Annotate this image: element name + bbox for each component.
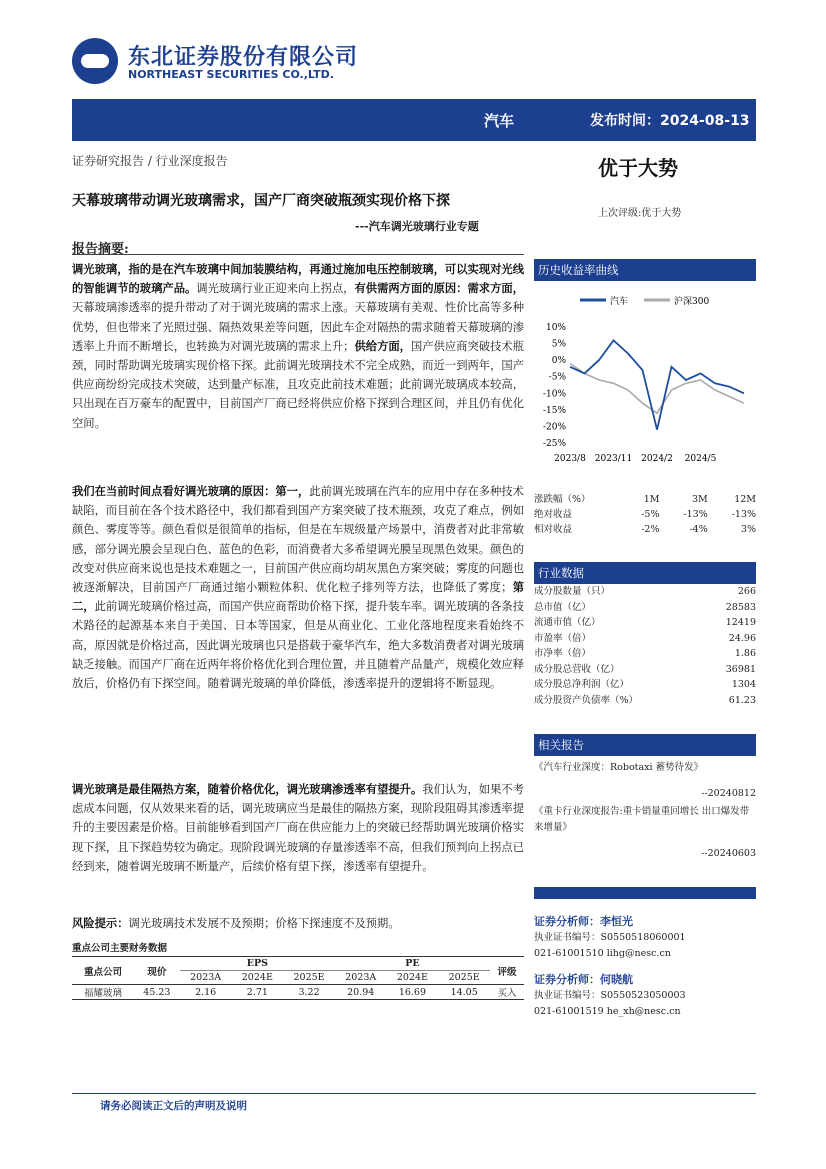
fin-val: 2.16 bbox=[195, 986, 217, 998]
fin-rating: 买入 bbox=[497, 988, 517, 999]
summary-divider bbox=[72, 254, 524, 255]
fin-year: 2023A bbox=[345, 972, 377, 983]
fin-val: 3.22 bbox=[298, 986, 320, 998]
para1-lead2: 有供需两方面的原因：需求方面， bbox=[354, 281, 524, 296]
last-rating: 上次评级:优于大势 bbox=[598, 208, 682, 219]
fin-val: 16.69 bbox=[398, 986, 427, 998]
y-tick-label: 0% bbox=[551, 356, 566, 367]
y-tick-label: 10% bbox=[545, 323, 566, 333]
perf-row bbox=[534, 522, 756, 537]
analyst-bar bbox=[534, 887, 756, 899]
fin-val: 14.05 bbox=[450, 986, 478, 998]
perf-h: 12M bbox=[734, 494, 757, 505]
para3-lead: 调光玻璃是最佳隔热方案，随着价格优化，调光玻璃渗透率有望提升。 bbox=[72, 782, 423, 796]
market-row bbox=[534, 662, 756, 678]
company-logo-icon bbox=[72, 38, 118, 84]
footer-disclaimer: 请务必阅读正文后的声明及说明 bbox=[100, 1100, 247, 1112]
y-tick-label: -25% bbox=[542, 439, 566, 449]
legend-hs300: 沪深300 bbox=[674, 297, 710, 307]
market-row bbox=[534, 584, 756, 600]
market-value: 1304 bbox=[731, 679, 756, 690]
related-title[interactable]: 《重卡行业深度报告:重卡销量重回增长 出口爆发带来增量》 bbox=[534, 806, 750, 833]
market-value: 61.23 bbox=[728, 694, 756, 706]
para2-lead2: 第二， bbox=[72, 580, 524, 614]
company-name-en: NORTHEAST SECURITIES CO.,LTD. bbox=[128, 68, 334, 81]
y-tick-label: -20% bbox=[542, 422, 566, 433]
market-label: 成分股总净利润（亿） bbox=[534, 679, 630, 690]
market-value: 12419 bbox=[725, 617, 756, 628]
paragraph-risk bbox=[72, 914, 524, 933]
fin-price: 45.23 bbox=[143, 986, 171, 998]
market-value: 28583 bbox=[725, 601, 756, 613]
risk-lead: 风险提示： bbox=[72, 916, 129, 930]
perf-cell: 相对收益 bbox=[534, 524, 573, 535]
perf-cell: -4% bbox=[689, 524, 708, 535]
market-label: 成分股数量（只） bbox=[534, 586, 611, 597]
report-subtitle: ---汽车调光玻璃行业专题 bbox=[355, 220, 479, 233]
para1-text: 调光玻璃行业正迎来向上拐点， bbox=[196, 282, 355, 296]
market-label: 成分股资产负债率（%） bbox=[534, 694, 639, 706]
legend-auto: 汽车 bbox=[610, 297, 629, 307]
perf-cell: -13% bbox=[683, 509, 708, 520]
fin-table-title: 重点公司主要财务数据 bbox=[72, 943, 168, 954]
summary-label: 报告摘要: bbox=[72, 242, 129, 257]
market-value: 1.86 bbox=[734, 648, 756, 659]
report-title: 天幕玻璃带动调光玻璃需求，国产厂商突破瓶颈实现价格下探 bbox=[72, 193, 450, 209]
fin-year: 2025E bbox=[293, 972, 325, 983]
paragraph-3 bbox=[72, 780, 524, 876]
analyst-cert: 执业证书编号：S0550518060001 bbox=[534, 932, 686, 943]
market-label: 市净率（倍） bbox=[534, 648, 592, 659]
para1-lead3: 供给方面， bbox=[354, 338, 411, 353]
analyst-name: 证券分析师：李恒光 bbox=[534, 915, 633, 928]
fin-h-eps: EPS bbox=[180, 957, 335, 971]
para1-lead: 调光玻璃，指的是在汽车玻璃中间加装膜结构，再通过施加电压控制玻璃，可以实现对光线的智能调节的玻璃产品。 bbox=[72, 262, 524, 296]
perf-h: 涨跌幅（%） bbox=[534, 494, 591, 505]
fin-h-pe: PE bbox=[335, 957, 490, 971]
fin-val: 20.94 bbox=[347, 986, 375, 998]
y-tick-label: -15% bbox=[542, 405, 566, 416]
perf-cell: -5% bbox=[641, 509, 660, 520]
market-label: 总市值（亿） bbox=[534, 601, 592, 613]
y-tick-label: -5% bbox=[548, 372, 566, 383]
market-row bbox=[534, 646, 756, 662]
market-row bbox=[534, 615, 756, 631]
related-reports bbox=[534, 760, 756, 862]
para1-text2: 天幕玻璃渗透率的提升带动了对于调光玻璃的需求上涨。天幕玻璃有美观、性价比高等多种优势，但也带来了光照过强、隔热效果差等问题，因此车企对隔热的需求随着天幕玻璃的渗透率上升而不断增长，也转换为对调光玻璃的需求上升； bbox=[72, 301, 524, 353]
fin-year: 2024E bbox=[241, 972, 273, 983]
market-row bbox=[534, 600, 756, 616]
para2-text: 此前调光玻璃在汽车的应用中存在多种技术缺陷，而目前在各个技术路径中，我们都看到国产方案突破了技术瓶颈，攻克了难点，例如颜色、雾度等等。颜色看似是很简单的指标，但是在车规级量产场景中，消费者对此非常敏感，部分调光膜会呈现白色、蓝色的色彩，而消费者大多希望调光膜呈现黑色效果。颜色的改变对供应商来说也是技术难题之一，目前国产供应商均胡灰黑色方案突破；雾度的问题也被逐渐解决，目前国产厂商通过缩小颗粒体积、优化粒子排列等方法，也降低了雾度； bbox=[72, 485, 524, 595]
paragraph-2 bbox=[72, 482, 524, 693]
perf-header-row bbox=[534, 492, 756, 507]
analyst-contact: 021-61001510 lihg@nesc.cn bbox=[534, 948, 671, 959]
market-label: 成分股总营收（亿） bbox=[534, 663, 620, 675]
perf-h: 1M bbox=[643, 494, 660, 505]
fin-h-rating: 评级 bbox=[497, 966, 517, 978]
perf-h: 3M bbox=[691, 494, 708, 505]
rating: 优于大势 bbox=[598, 156, 678, 180]
x-tick-label: 2023/11 bbox=[594, 454, 633, 464]
fin-company: 福耀玻璃 bbox=[83, 988, 122, 999]
market-value: 36981 bbox=[725, 663, 756, 675]
analyst-contact: 021-61001519 he_xh@nesc.cn bbox=[534, 1006, 681, 1017]
market-label: 市盈率（倍） bbox=[534, 632, 592, 644]
market-row bbox=[534, 693, 756, 709]
para3-text: 我们认为，如果不考虑成本问题，仅从效果来看的话，调光玻璃应当是最佳的隔热方案，现阶段阻碍其渗透率提升的主要因素是价格。目前能够看到国产厂商在供应能力上的突破已经帮助调光玻璃价格实现下探，且下探趋势较为确定。现阶段调光玻璃的存量渗透率不高，但我们预判向上拐点已经到来，随着调光玻璃不断量产，后续价格有望下探，渗透率有望提升。 bbox=[72, 783, 524, 873]
series-hs300-line bbox=[570, 364, 744, 414]
fin-table bbox=[72, 956, 524, 1000]
market-head: 行业数据 bbox=[534, 562, 756, 584]
analyst-1 bbox=[534, 914, 756, 962]
analyst-cert: 执业证书编号：S0550523050003 bbox=[534, 990, 686, 1001]
fin-year: 2023A bbox=[190, 972, 222, 983]
perf-cell: 3% bbox=[740, 524, 757, 535]
related-date: --20240603 bbox=[701, 848, 756, 859]
header-bar bbox=[72, 99, 756, 141]
fin-val: 2.71 bbox=[246, 986, 268, 998]
related-date: --20240812 bbox=[701, 788, 756, 799]
x-tick-label: 2024/5 bbox=[684, 454, 717, 464]
market-value: 266 bbox=[737, 586, 756, 597]
paragraph-1 bbox=[72, 260, 524, 433]
related-head: 相关报告 bbox=[534, 734, 756, 756]
y-tick-label: -10% bbox=[542, 389, 566, 400]
returns-chart bbox=[534, 285, 756, 475]
fin-year: 2025E bbox=[448, 972, 480, 983]
market-label: 流通市值（亿） bbox=[534, 617, 601, 628]
performance-table bbox=[534, 492, 756, 537]
fin-year: 2024E bbox=[396, 972, 428, 983]
perf-cell: -2% bbox=[641, 524, 660, 535]
publish-date: 发布时间：2024-08-13 bbox=[590, 113, 750, 129]
para2-text2: 此前调光玻璃价格过高，而国产供应商帮助价格下探，提升装车率。调光玻璃的各条技术路径的起源基本来自于美国、日本等国家，但是从商业化、工业化落地程度来看始终不高，原因就是价格过高，因此调光玻璃也只是搭载于豪华汽车，绝大多数消费者对调光玻璃缺乏接触。而国产厂商在近两年将价格优化到合理位置，并且随着产品量产，规模化效应释放后，价格仍有下探空间。随着调光玻璃的单价降低，渗透率提升的逻辑将不断显现。 bbox=[72, 600, 524, 691]
report-type: 证券研究报告 / 行业深度报告 bbox=[72, 154, 228, 168]
market-value: 24.96 bbox=[728, 632, 756, 644]
related-title[interactable]: 《汽车行业深度：Robotaxi 蓄势待发》 bbox=[534, 762, 704, 773]
analyst-name: 证券分析师：何晓航 bbox=[534, 973, 633, 986]
company-name-cn: 东北证券股份有限公司 bbox=[128, 45, 359, 70]
market-table bbox=[534, 584, 756, 708]
para1-text3: 国产供应商突破技术瓶颈，同时帮助调光玻璃实现价格下探。此前调光玻璃技术不完全成熟，而近一到两年，国产供应商纷纷完成技术突破，达到量产标准，且攻克此前技术难题；此前调光玻璃成本较高，只出现在百万豪车的配置中，目前国产厂商已经将供应价格下探到合理区间，并且仍有优化空间。 bbox=[72, 339, 524, 430]
series-auto-line bbox=[570, 340, 744, 429]
risk-text: 调光玻璃技术发展不及预期；价格下探速度不及预期。 bbox=[128, 917, 400, 930]
fin-h-price: 现价 bbox=[147, 966, 167, 978]
analyst-2 bbox=[534, 972, 756, 1020]
x-tick-label: 2023/8 bbox=[554, 454, 586, 464]
perf-cell: -13% bbox=[731, 509, 757, 520]
chart-head: 历史收益率曲线 bbox=[534, 259, 756, 281]
para2-lead: 我们在当前时间点看好调光玻璃的原因：第一， bbox=[72, 484, 310, 498]
perf-row bbox=[534, 507, 756, 522]
y-tick-label: 5% bbox=[551, 339, 566, 350]
fin-h-company: 重点公司 bbox=[83, 966, 122, 978]
perf-cell: 绝对收益 bbox=[534, 509, 573, 520]
market-row bbox=[534, 677, 756, 693]
x-tick-label: 2024/2 bbox=[641, 454, 673, 464]
sector-label: 汽车 bbox=[484, 112, 515, 130]
market-row bbox=[534, 631, 756, 647]
footer-line bbox=[72, 1093, 756, 1094]
